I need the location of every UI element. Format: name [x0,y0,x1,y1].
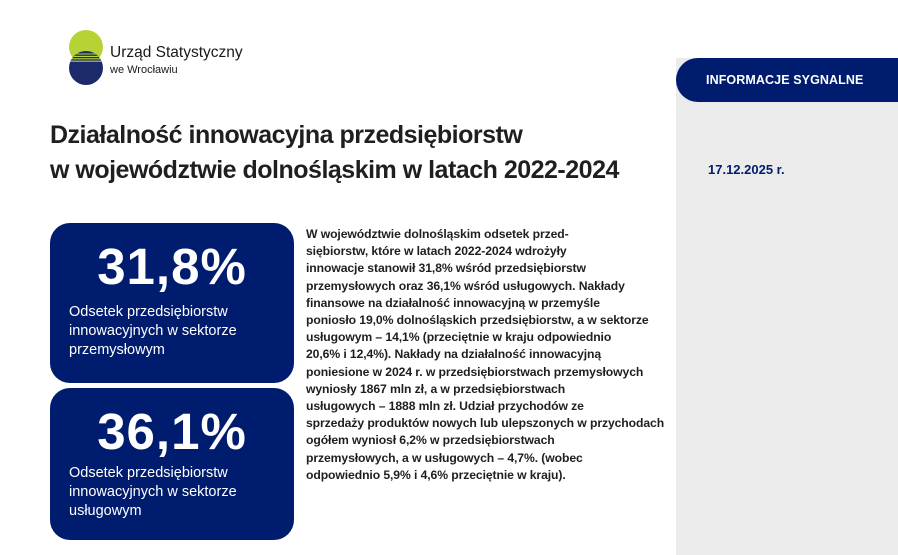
title-line-2: w województwie dolnośląskim w latach 2022-2024 [50,156,619,184]
sidebar-panel [676,58,898,555]
stat-label-line: usługowym [69,503,142,519]
stat-label-line: innowacyjnych w sektorze [69,484,237,500]
text-line: poniesione w 2024 r. w przedsiębiorstwach przemysłowych [306,364,644,379]
stat-label-line: innowacyjnych w sektorze [69,323,237,339]
text-line: wyniosły 1867 mln zł, a w przedsiębiorstwach [306,381,566,396]
stat-value: 31,8% [97,238,247,295]
text-line: usługowym – 14,1% (przeciętnie w kraju odpowiednio [306,330,612,345]
stat-card-services [50,388,294,540]
stat-label [69,303,279,360]
text-line: przemysłowych oraz 36,1% wśród usługowych. Nakłady [306,278,625,293]
logo-subtitle: we Wrocławiu [110,64,178,76]
stat-label-line: przemysłowym [69,342,165,358]
text-line: sprzedaży produktów nowych lub ulepszonych w przychodach [306,416,665,431]
text-line: finansowe na działalność innowacyjną w przemyśle [306,295,600,310]
stat-value: 36,1% [97,403,247,460]
info-tag: INFORMACJE SYGNALNE [676,58,898,102]
stat-card-industry [50,223,294,383]
text-line: usługowych – 1888 mln zł. Udział przychodów ze [306,399,584,414]
text-line: innowacje stanowił 31,8% wśród przedsiębiorstw [306,261,586,276]
title-line-1: Działalność innowacyjna przedsiębiorstw [50,121,523,149]
stat-label-line: Odsetek przedsiębiorstw [69,304,228,320]
text-line: 20,6% i 12,4%). Nakłady na działalność innowacyjną [306,347,602,362]
publication-date: 17.12.2025 r. [708,162,785,177]
text-line: siębiorstw, które w latach 2022-2024 wdrożyły [306,244,567,259]
stat-label-line: Odsetek przedsiębiorstw [69,465,228,481]
text-line: przemysłowych, a w usługowych – 4,7%. (wobec [306,450,583,465]
logo-icon [68,30,104,86]
text-line: odpowiednio 5,9% i 4,6% przeciętnie w kraju). [306,467,566,482]
text-line: W województwie dolnośląskim odsetek przed- [306,227,569,241]
text-line: poniosło 19,0% dolnośląskich przedsiębiorstw, a w sektorze [306,313,649,328]
text-line: ogółem wyniosł 6,2% w przedsiębiorstwach [306,433,555,448]
page-title [50,118,619,188]
summary-paragraph [306,226,674,484]
stat-label [69,464,279,521]
logo-title: Urząd Statystyczny [110,44,243,61]
